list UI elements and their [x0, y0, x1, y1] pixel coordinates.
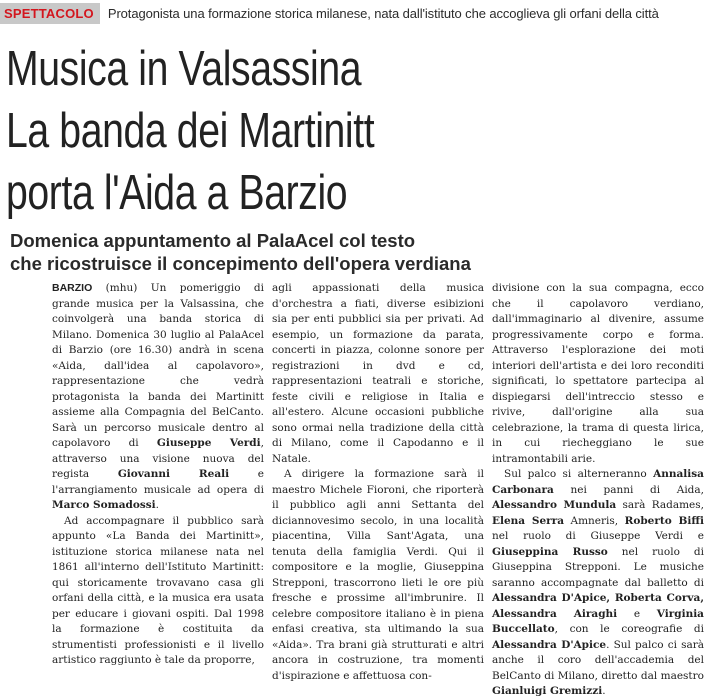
- article-paragraph: divisione con la sua compagna, ecco che il capolavoro verdiano, dall'immaginario al divenire, assume progressivamente corpo e forma. Attraverso l'esplorazione dei moti interiori dell'artista e dei loro reconditi significati, lo spettatore partecipa al dispiegarsi dell'intreccio stesso e rivive, dall'origine alla sua celebrazione, la trama di questa lirica, in cui riecheggiano le sue intramontabili arie.: [492, 282, 704, 465]
- article-paragraph: [52, 281, 264, 514]
- paragraph-text: Amneris,: [570, 514, 619, 527]
- article-paragraph: [492, 467, 704, 700]
- person-name: Giuseppina Russo: [492, 545, 608, 558]
- paragraph-text: .: [155, 499, 160, 511]
- person-name: Giovanni Reali: [117, 468, 230, 480]
- paragraph-text: Sul palco si alterneranno: [504, 468, 647, 480]
- person-name: Elena Serra: [492, 514, 565, 527]
- person-name: Gianluigi Gremizzi: [492, 685, 603, 697]
- dateline-place: BARZIO: [52, 282, 93, 294]
- person-name: Alessandra D'Apice: [492, 638, 607, 651]
- person-name: Virginia Buccellato: [492, 607, 704, 635]
- page-header: [0, 0, 710, 26]
- headline-line-2: La banda dei Martinitt: [6, 104, 375, 158]
- paragraph-text: nel ruolo di Giuseppe Verdi e: [492, 530, 704, 542]
- author-initials: (mhu): [105, 282, 138, 294]
- paragraph-text: e l'arrangiamento musicale ad opera di: [52, 468, 264, 496]
- paragraph-text: .: [602, 685, 606, 697]
- paragraph-text: Un pomeriggio di grande musica per la Valsassina, che coinvolgerà una banda storica di Milano. Domenica 30 luglio al PalaAcel di Barzio (ore 16.30) andrà in scena «Aida, dall'idea al capolavoro», rappresentazione che vedrà protagonista la banda dei Martinitt assieme alla Compagnia del BelCanto. Sarà un percorso musicale dentro al capolavoro di: [52, 282, 265, 449]
- paragraph-text: e: [633, 607, 641, 620]
- person-name: Marco Somadossi: [52, 499, 156, 511]
- article-column-2: [272, 281, 484, 682]
- article-paragraph: Ad accompagnare il pubblico sarà appunto «La Banda dei Martinitt», istituzione storica milanese nata nel 1861 all'interno dell'Istituto Martinitt: qui storicamente trovavano casa gli orfani della città, e la musica era usata per educare i giovani ospiti. Dal 1998 la formazione è costituita da strumentisti professionisti e il livello artistico raggiunto è tale da proporre,: [52, 514, 264, 666]
- paragraph-text: nel ruolo di Giuseppina Strepponi. Le musiche saranno accompagnate dal balletto di: [492, 545, 704, 589]
- person-name: Alessandro Mundula: [492, 499, 617, 511]
- article-paragraph: agli appassionati della musica d'orchestra a fiati, diverse esibizioni sia per enti pubblici sia per privati. Ad esempio, un formazione da parata, concerti in piazza, colonne sonore per registrazioni in dvd e cd, rappresentazioni teatrali e storiche, feste civili e religiose in Italia e all'estero. Alcune occasioni pubbliche sono ormai nella tradizione della città di Milano, come il Capodanno e il Natale.: [272, 282, 484, 465]
- headline-line-1: Musica in Valsassina: [6, 42, 362, 96]
- section-label: SPETTACOLO: [0, 3, 100, 24]
- article-paragraph: A dirigere la formazione sarà il maestro Michele Fioroni, che riporterà il pubblico agli anni Settanta del diciannovesimo secolo, in una località piacentina, Villa Sant'Agata, una tenuta della famiglia Verdi. Qui il compositore e la moglie, Giuseppina Strepponi, trascorrono lieti le ore più fresche e prossime all'imbrunire. Il celebre compositore italiano è in piena enfasi creativa, sta ultimando la sua «Aida». Tra brani già strutturati e altri ancora in costruzione, tra momenti d'ispirazione e affettuosa con-: [272, 468, 484, 682]
- person-name: Annalisa Carbonara: [492, 468, 704, 496]
- subheadline: [10, 229, 700, 275]
- headline: [6, 38, 566, 224]
- headline-line-3: porta l'Aida a Barzio: [6, 166, 348, 220]
- person-name: Giuseppe Verdi: [156, 437, 261, 449]
- person-name: Roberto Biffi: [624, 514, 704, 527]
- paragraph-text: nei panni di Aida,: [570, 483, 704, 496]
- article-column-3: [492, 281, 705, 697]
- paragraph-text: sarà Radames,: [622, 499, 704, 511]
- paragraph-text: . Sul palco ci sarà anche il coro dell'accademia del BelCanto di Milano, diretto dal maestro: [492, 638, 705, 682]
- paragraph-text: , con le coreografie di: [554, 623, 704, 635]
- subheadline-line-2: che ricostruisce il concepimento dell'opera verdiana: [10, 253, 471, 274]
- kicker-text: Protagonista una formazione storica milanese, nata dall'istituto che accoglieva gli orfani della città: [107, 5, 659, 21]
- person-name: Alessandra D'Apice, Roberta Corva, Alessandra Airaghi: [492, 592, 704, 620]
- subheadline-line-1: Domenica appuntamento al PalaAcel col testo: [10, 230, 416, 251]
- article-column-1: [52, 281, 265, 666]
- paragraph-text: , attraverso una visione nuova del regista: [52, 437, 264, 480]
- article-body: [52, 281, 708, 697]
- dateline: [52, 282, 137, 294]
